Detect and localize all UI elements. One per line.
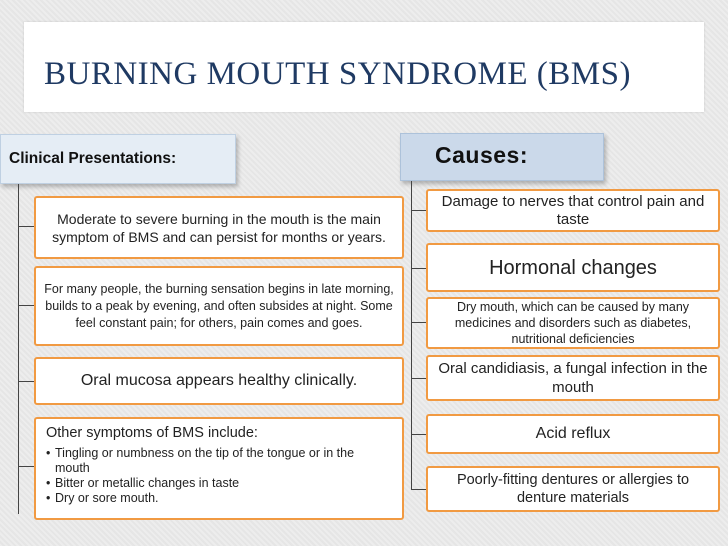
clinical-item-other-symptoms — [34, 417, 404, 520]
clinical-connector-vertical — [18, 184, 19, 514]
title-accent — [24, 22, 42, 112]
slide-title: BURNING MOUTH SYNDROME (BMS) — [44, 56, 631, 92]
cause-nerve-damage-text: Damage to nerves that control pain and taste — [441, 192, 705, 228]
cause-oral-candidiasis — [426, 355, 720, 401]
causes-connector-4 — [411, 378, 426, 379]
clinical-connector-2 — [18, 305, 34, 306]
clinical-connector-4 — [18, 466, 34, 467]
title-panel — [24, 22, 704, 112]
symptom-bullet: • Dry or sore mouth. — [46, 491, 392, 506]
clinical-connector-3 — [18, 381, 34, 382]
clinical-item-oral-mucosa — [34, 357, 404, 405]
causes-connector-2 — [411, 268, 426, 269]
clinical-connector-1 — [18, 226, 34, 227]
other-symptoms-list — [46, 446, 392, 506]
causes-connector-6 — [411, 489, 426, 490]
clinical-item-burning-pattern-text: For many people, the burning sensation begins in late morning, builds to a peak by evening, and often subsides at night. Some feel constant pain; for others, pain comes and goes. — [44, 281, 394, 330]
clinical-presentations-header: Clinical Presentations: — [0, 134, 236, 184]
symptom-bullet: • Bitter or metallic changes in taste — [46, 476, 392, 491]
cause-dry-mouth-text: Dry mouth, which can be caused by many medicines and disorders such as diabetes, nutritional deficiencies — [454, 300, 692, 346]
cause-nerve-damage — [426, 189, 720, 232]
clinical-item-burning-pattern — [34, 266, 404, 346]
cause-acid-reflux-text: Acid reflux — [535, 425, 611, 442]
cause-hormonal-changes — [426, 243, 720, 292]
cause-dentures — [426, 466, 720, 512]
cause-oral-candidiasis-text: Oral candidiasis, a fungal infection in the mouth — [438, 360, 708, 396]
cause-dentures-text: Poorly-fitting dentures or allergies to denture materials — [456, 472, 690, 506]
cause-acid-reflux — [426, 414, 720, 454]
cause-hormonal-changes-text: Hormonal changes — [489, 256, 657, 279]
clinical-item-main-symptom-text: Moderate to severe burning in the mouth is the main symptom of BMS and can persist for months or years. — [52, 210, 386, 245]
cause-dry-mouth — [426, 297, 720, 349]
causes-connector-1 — [411, 210, 426, 211]
causes-connector-3 — [411, 322, 426, 323]
causes-connector-5 — [411, 434, 426, 435]
clinical-item-oral-mucosa-text: Oral mucosa appears healthy clinically. — [80, 372, 358, 389]
causes-header: Causes: — [400, 133, 604, 181]
other-symptoms-heading: Other symptoms of BMS include: — [46, 425, 258, 441]
symptom-bullet: • Tingling or numbness on the tip of the tongue or in the mouth — [46, 446, 392, 476]
clinical-item-main-symptom — [34, 196, 404, 259]
causes-connector-vertical — [411, 181, 412, 490]
